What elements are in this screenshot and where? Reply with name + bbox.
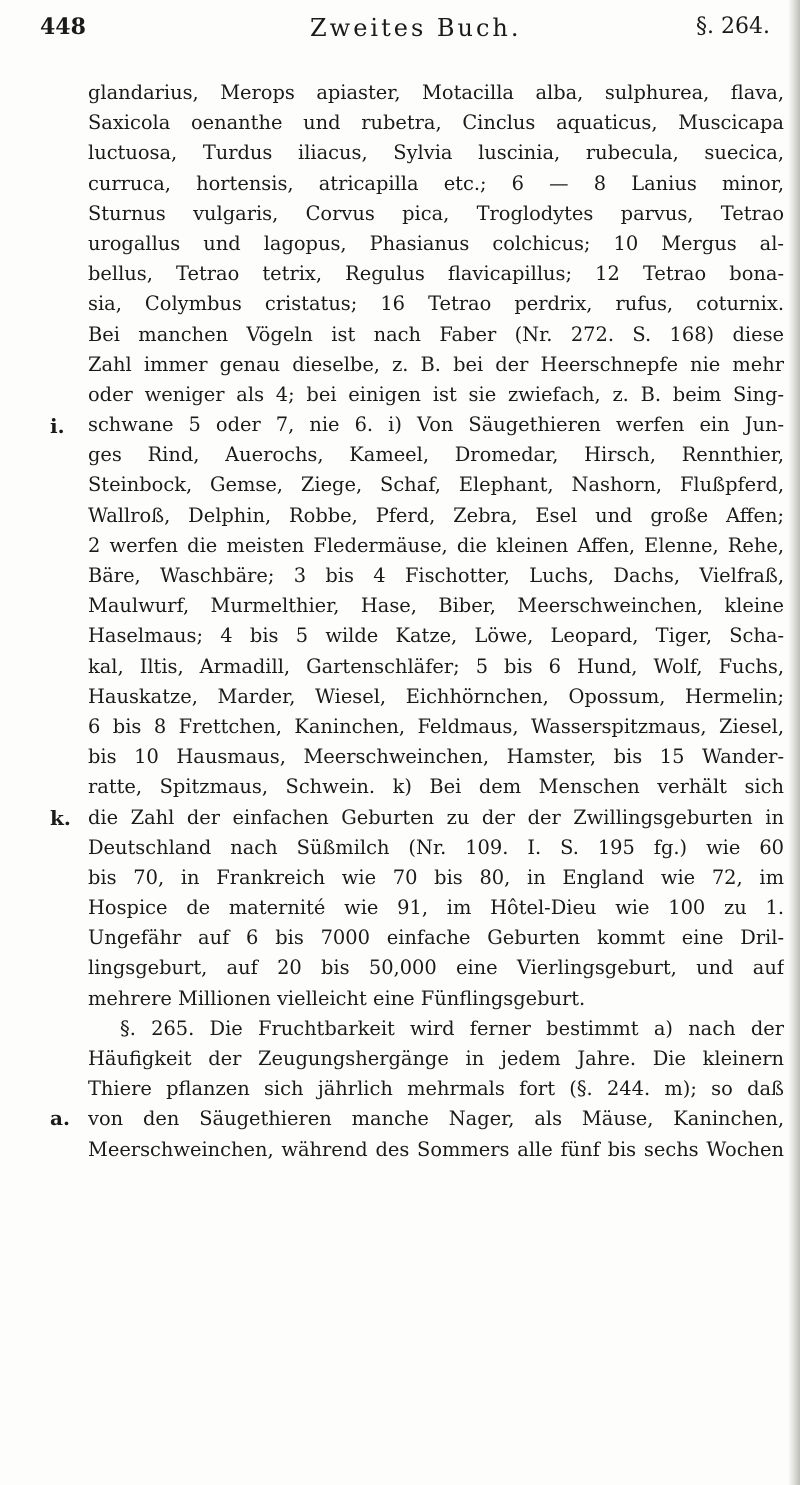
text-line: lingsgeburt, auf 20 bis 50,000 eine Vierlingsgeburt, und auf	[88, 956, 784, 980]
text-line: urogallus und lagopus, Phasianus colchicus; 10 Mergus al-	[88, 231, 784, 255]
text-line: Ungefähr auf 6 bis 7000 einfache Geburten kommt eine Dril-	[88, 926, 784, 950]
text-line: luctuosa, Turdus iliacus, Sylvia luscinia, rubecula, suecica,	[88, 141, 784, 165]
text-line: curruca, hortensis, atricapilla etc.; 6 — 8 Lanius minor,	[88, 171, 784, 195]
text-line: Saxicola oenanthe und rubetra, Cinclus aquaticus, Muscicapa	[88, 111, 784, 135]
section-number: §. 264.	[696, 14, 770, 39]
text-line: Haselmaus; 4 bis 5 wilde Katze, Löwe, Leopard, Tiger, Scha-	[88, 624, 784, 648]
text-line: sia, Colymbus cristatus; 16 Tetrao perdrix, rufus, coturnix.	[88, 292, 784, 316]
text-line: kal, Iltis, Armadill, Gartenschläfer; 5 bis 6 Hund, Wolf, Fuchs,	[88, 654, 784, 678]
text-line: Bei manchen Vögeln ist nach Faber (Nr. 272. S. 168) diese	[88, 322, 784, 346]
text-line: von den Säugethieren manche Nager, als Mäuse, Kaninchen,	[88, 1107, 784, 1131]
text-line: Wallroß, Delphin, Robbe, Pferd, Zebra, Esel und große Affen;	[88, 503, 784, 527]
body-text	[88, 78, 784, 1165]
text-line: Deutschland nach Süßmilch (Nr. 109. I. S. 195 fg.) wie 60	[88, 835, 784, 859]
text-line: Sturnus vulgaris, Corvus pica, Troglodytes parvus, Tetrao	[88, 201, 784, 225]
text-line: Bäre, Waschbäre; 3 bis 4 Fischotter, Luchs, Dachs, Vielfraß,	[88, 564, 784, 587]
margin-note-k: k.	[50, 806, 71, 830]
text-line: schwane 5 oder 7, nie 6. i) Von Säugethieren werfen ein Jun-	[88, 413, 784, 437]
text-line: glandarius, Merops apiaster, Motacilla alba, sulphurea, flava,	[88, 81, 784, 104]
text-line: oder weniger als 4; bei einigen ist sie zwiefach, z. B. beim Sing-	[88, 382, 784, 406]
text-line: mehrere Millionen vielleicht eine Fünflingsgeburt.	[88, 986, 586, 1010]
text-line: Thiere pflanzen sich jährlich mehrmals fort (§. 244. m); so daß	[88, 1077, 784, 1101]
text-line: 2 werfen die meisten Fledermäuse, die kleinen Affen, Elenne, Rehe,	[88, 533, 784, 557]
margin-note-a: a.	[50, 1106, 70, 1130]
page-number: 448	[40, 14, 86, 40]
running-title: Zweites Buch.	[310, 14, 522, 42]
margin-note-i: i.	[50, 414, 65, 438]
text-line: die Zahl der einfachen Geburten zu der der Zwillingsgeburten in	[88, 805, 784, 829]
text-line: bellus, Tetrao tetrix, Regulus flavicapillus; 12 Tetrao bona-	[88, 262, 784, 286]
text-line: ges Rind, Auerochs, Kameel, Dromedar, Hirsch, Rennthier,	[88, 443, 784, 467]
text-line: Zahl immer genau dieselbe, z. B. bei der Heerschnepfe nie mehr	[88, 352, 784, 376]
text-line: Häufigkeit der Zeugungshergänge in jedem Jahre. Die kleinern	[88, 1047, 784, 1070]
text-line: bis 10 Hausmaus, Meerschweinchen, Hamster, bis 15 Wander-	[88, 745, 784, 769]
text-line: Meerschweinchen, während des Sommers alle fünf bis sechs Wochen	[88, 1137, 784, 1161]
page-header	[40, 14, 770, 54]
page-spine-shadow	[788, 0, 800, 1485]
text-line: Maulwurf, Murmelthier, Hase, Biber, Meerschweinchen, kleine	[88, 594, 784, 618]
text-line: bis 70, in Frankreich wie 70 bis 80, in England wie 72, im	[88, 865, 784, 889]
text-line: §. 265. Die Fruchtbarkeit wird ferner bestimmt a) nach der	[120, 1016, 784, 1040]
text-line: Steinbock, Gemse, Ziege, Schaf, Elephant, Nashorn, Flußpferd,	[88, 473, 784, 497]
text-line: 6 bis 8 Frettchen, Kaninchen, Feldmaus, Wasserspitzmaus, Ziesel,	[88, 714, 784, 738]
text-line: Hauskatze, Marder, Wiesel, Eichhörnchen, Opossum, Hermelin;	[88, 684, 784, 708]
text-line: Hospice de maternité wie 91, im Hôtel-Dieu wie 100 zu 1.	[88, 896, 784, 920]
text-line: ratte, Spitzmaus, Schwein. k) Bei dem Menschen verhält sich	[88, 775, 784, 799]
